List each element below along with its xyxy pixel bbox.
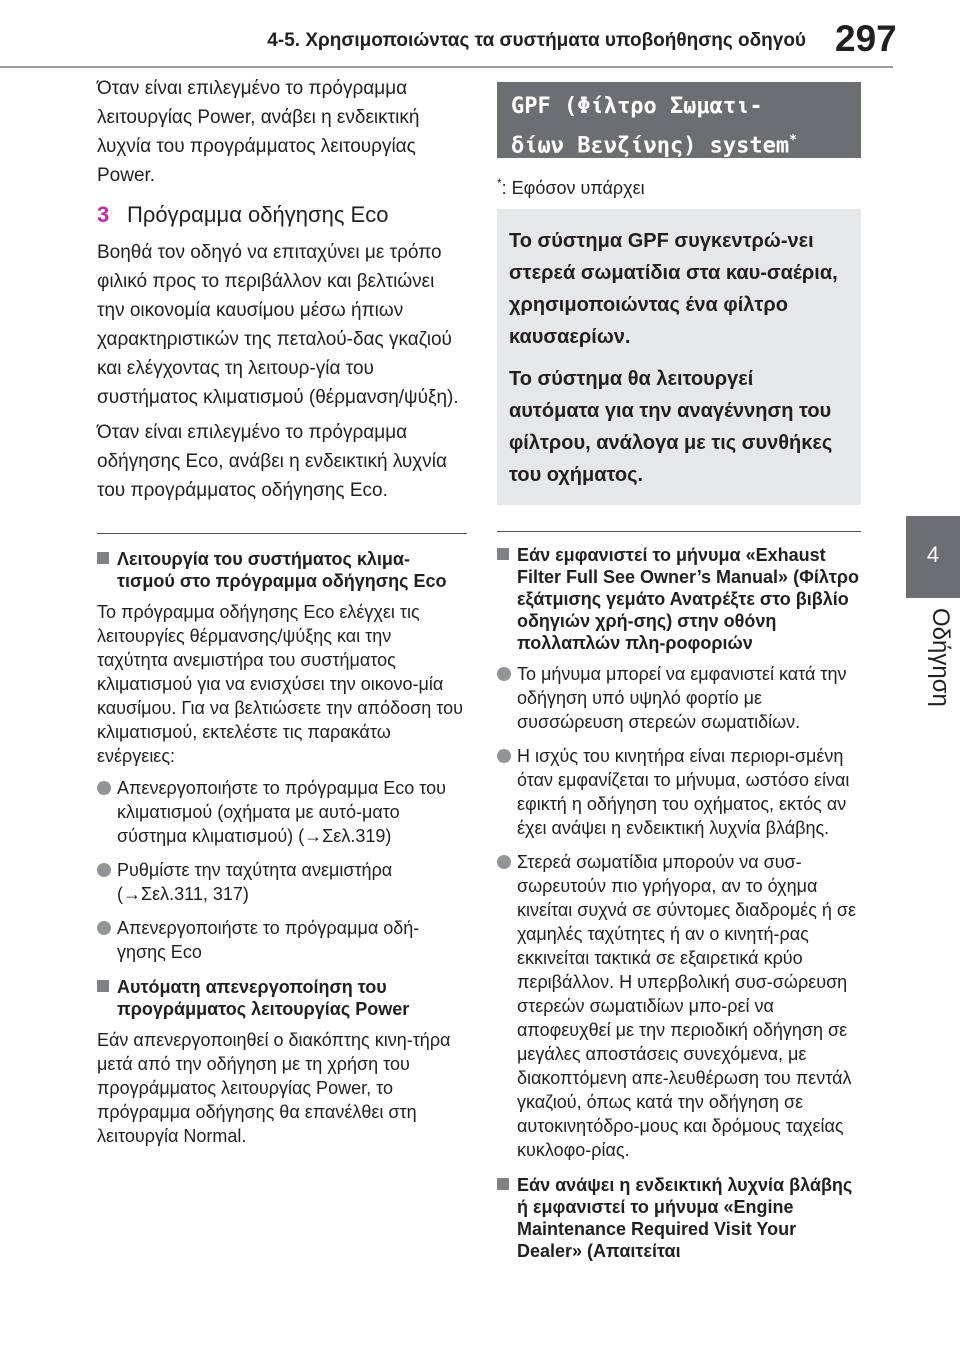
square-bullet-icon: [497, 1178, 509, 1190]
ac-bullet-text: Απενεργοποιήστε το πρόγραμμα οδή-γησης Eco: [117, 918, 420, 962]
section-divider: [97, 533, 467, 534]
gpf-title-line-2: δίων Βενζίνης) system*: [511, 133, 797, 159]
ac-bullet: [97, 858, 467, 906]
ac-bullet-text: Ρυθμίστε την ταχύτητα ανεμιστήρα (→Σελ.311, 317): [117, 860, 393, 904]
filter-bullet-text: Η ισχύς του κινητήρα είναι περιορι-σμένη όταν εμφανίζεται το μήνυμα, ωστόσο είναι εφικτή η οδήγηση του οχήματος, εκτός αν έχει ανάψει η ενδεικτική λυχνία βλάβης.: [517, 746, 850, 838]
circle-bullet-icon: [97, 781, 111, 795]
eco-paragraph-1: Βοηθά τον οδηγό να επιταχύνει με τρόπο φιλικό προς το περιβάλλον και βελτιώνει την οικονομία καυσίμου μέσω ήπιων χαρακτηριστικών της πεταλού-δας γκαζιού και ελέγχοντας τη λειτουρ-γία του συστήματος κλιματισμού (θέρμανση/ψύξη).: [97, 242, 459, 408]
page-header: [0, 0, 960, 76]
chapter-label-text: Οδήγηση: [927, 608, 954, 707]
square-bullet-icon: [97, 980, 109, 992]
gpf-summary-1: Το σύστημα GPF συγκεντρώ-νει στερεά σωματίδια στα καυ-σαέρια, χρησιμοποιώντας ένα φίλτρο καυσαερίων.: [509, 230, 838, 348]
ac-paragraph: Το πρόγραμμα οδήγησης Eco ελέγχει τις λειτουργίες θέρμανσης/ψύξης και την ταχύτητα ανεμιστήρα του συστήματος κλιματισμού για να ενισχύσει την οικονο-μία καυσίμου. Για να βελτιώσετε την απόδοση του κλιματισμού, εκτελέστε τις παρακάτω ενέργειες:: [97, 602, 463, 766]
filter-bullet-text: Το μήνυμα μπορεί να εμφανιστεί κατά την οδήγηση υπό υψηλό φορτίο με συσσώρευση στερεών σωματιδίων.: [517, 664, 847, 732]
gpf-title-line-1: GPF (Φίλτρο Σωματι-: [511, 94, 763, 119]
circle-bullet-icon: [97, 921, 111, 935]
chapter-tab[interactable]: [906, 516, 960, 598]
chapter-label: [890, 608, 960, 748]
filter-message-heading: [497, 544, 865, 654]
eco-heading-text: Πρόγραμμα οδήγησης Eco: [127, 202, 389, 227]
ac-heading: [97, 548, 467, 592]
filter-bullet: [497, 662, 865, 734]
auto-off-heading: [97, 976, 467, 1020]
gpf-section-title: [497, 82, 861, 158]
circle-bullet-icon: [497, 749, 511, 763]
square-bullet-icon: [497, 548, 509, 560]
footnote-text: : Εφόσον υπάρχει: [501, 178, 645, 198]
gpf-summary-2: Το σύστημα θα λειτουργεί αυτόματα για την αναγέννηση του φίλτρου, ανάλογα με τις συνθήκες του οχήματος.: [509, 368, 833, 486]
ac-bullet: [97, 916, 467, 964]
section-divider: [497, 531, 861, 532]
eco-heading-number: 3: [97, 202, 110, 227]
header-rule: [0, 66, 893, 68]
filter-message-heading-text: Εάν εμφανιστεί το μήνυμα «Exhaust Filter Full See Owner’s Manual» (Φίλτρο εξάτμισης γεμάτο Ανατρέξτε στο βιβλίο οδηγιών χρή-σης) στην οθόνη πολλαπλών πλη-ροφοριών: [517, 545, 860, 653]
circle-bullet-icon: [497, 855, 511, 869]
availability-footnote: [497, 176, 865, 199]
ac-bullet: [97, 776, 467, 848]
filter-bullet: [497, 850, 865, 1162]
footnote-mark: *: [497, 176, 502, 190]
gpf-title-footnote-mark: *: [789, 133, 797, 148]
filter-bullet: [497, 744, 865, 840]
gpf-summary-box: [497, 209, 861, 505]
power-intro-paragraph: Όταν είναι επιλεγμένο το πρόγραμμα λειτουργίας Power, ανάβει η ενδεικτική λυχνία του προγράμματος λειτουργίας Power.: [97, 78, 420, 186]
eco-paragraph-2: Όταν είναι επιλεγμένο το πρόγραμμα οδήγησης Eco, ανάβει η ενδεικτική λυχνία του προγράμματος οδήγησης Eco.: [97, 422, 447, 501]
chapter-number: 4: [926, 542, 940, 567]
section-title: 4-5. Χρησιμοποιώντας τα συστήματα υποβοήθησης οδηγού: [267, 30, 806, 51]
auto-off-heading-text: Αυτόματη απενεργοποίηση του προγράμματος λειτουργίας Power: [117, 977, 410, 1019]
ac-heading-text: Λειτουργία του συστήματος κλιμα-τισμού στο πρόγραμμα οδήγησης Eco: [117, 549, 447, 591]
circle-bullet-icon: [97, 863, 111, 877]
auto-off-paragraph: Εάν απενεργοποιηθεί ο διακόπτης κινη-τήρα μετά από την οδήγηση με τη χρήση του προγράμματος λειτουργίας Power, το πρόγραμμα οδήγησης θα επανέλθει στη λειτουργία Normal.: [97, 1030, 451, 1146]
malfunction-lamp-heading-text: Εάν ανάψει η ενδεικτική λυχνία βλάβης ή εμφανιστεί το μήνυμα «Engine Maintenance Required Visit Your Dealer» (Απαιτείται: [517, 1175, 853, 1261]
square-bullet-icon: [97, 552, 109, 564]
filter-bullet-text: Στερεά σωματίδια μπορούν να συσ-σωρευτούν πιο γρήγορα, αν το όχημα κινείται συχνά σε σύντομες διαδρομές ή σε χαμηλές ταχύτητες ή αν ο κινητή-ρας εκκινείται τακτικά σε εξαιρετικά κρύο περιβάλλον. Η υπερβολική συσ-σώρευση στερεών σωματιδίων μπο-ρεί να αποφευχθεί με την περιοδική οδήγηση σε μεγάλες αποστάσεις συνεχόμενα, με διακοπτόμενη απε-λευθέρωση του πεντάλ γκαζιού, όπως κατά την οδήγηση σε αυτοκινητόδρο-μους και δρόμους ταχείας κυκλοφο-ρίας.: [517, 852, 857, 1160]
page-number: 297: [835, 18, 897, 59]
ac-bullet-text: Απενεργοποιήστε το πρόγραμμα Eco του κλιματισμού (οχήματα με αυτό-ματο σύστημα κλιματισμού) (→Σελ.319): [117, 778, 446, 846]
malfunction-lamp-heading: [497, 1174, 865, 1262]
right-column: [497, 82, 865, 1270]
eco-heading: [97, 202, 467, 228]
circle-bullet-icon: [497, 667, 511, 681]
left-column: [97, 74, 467, 1156]
